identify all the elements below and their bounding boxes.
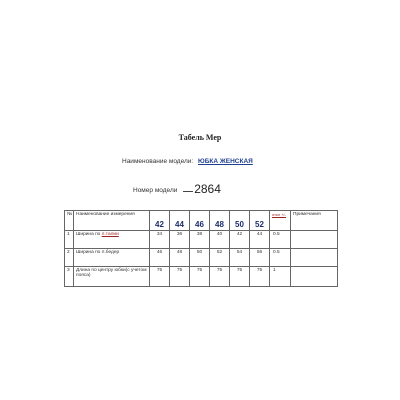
model-name-label: Наименование модели: [122,158,194,165]
model-number-label: Номер модели [133,187,178,194]
table-header-row [65,211,338,231]
model-name-value: ЮБКА ЖЕНСКАЯ [198,158,253,165]
header-tolerance: откл +/- [270,211,291,231]
row-value: 75 [250,267,270,287]
row-value: 40 [210,231,230,249]
table-row [65,267,338,287]
row-value: 38 [190,231,210,249]
row-value: 48 [170,249,190,267]
row-value: 42 [230,231,250,249]
row-value: 56 [250,249,270,267]
header-notes: Примечания [291,211,338,231]
row-value: 36 [170,231,190,249]
row-tolerance: 1 [270,267,291,287]
row-name [74,249,150,267]
row-value: 54 [230,249,250,267]
measurement-table [64,210,338,287]
model-number-value: 2864 [194,182,221,196]
row-value: 46 [150,249,170,267]
header-size: 42 [150,211,170,231]
row-value: 75 [190,267,210,287]
table-row [65,231,338,249]
row-name-text: Ширина по л.бедер [76,250,120,255]
header-num: № [65,211,74,231]
row-value: 75 [150,267,170,287]
row-value: 44 [250,231,270,249]
row-value: 50 [190,249,210,267]
row-tolerance: 0.5 [270,249,291,267]
row-num: 3 [65,267,74,287]
row-num: 2 [65,249,74,267]
header-size: 46 [190,211,210,231]
row-name-underlined: л.талии [101,232,119,237]
row-value: 34 [150,231,170,249]
row-value: 75 [210,267,230,287]
model-name-row [122,158,253,165]
model-number-row [133,182,221,196]
header-name: Наименование измерения [74,211,150,231]
row-notes [291,267,338,287]
model-number-underline [183,191,193,192]
header-size: 50 [230,211,250,231]
row-num: 1 [65,231,74,249]
header-size: 48 [210,211,230,231]
row-notes [291,231,338,249]
row-tolerance: 0.5 [270,231,291,249]
row-value: 75 [170,267,190,287]
row-name [74,231,150,249]
row-name-text: Ширина по [76,232,102,237]
row-name-text: Длина по центру юбки(с учетом пояса) [76,268,147,278]
row-value: 52 [210,249,230,267]
row-name [74,267,150,287]
header-size: 52 [250,211,270,231]
header-size: 44 [170,211,190,231]
page-title: Табель Мер [178,133,222,142]
table-row [65,249,338,267]
row-value: 75 [230,267,250,287]
row-notes [291,249,338,267]
